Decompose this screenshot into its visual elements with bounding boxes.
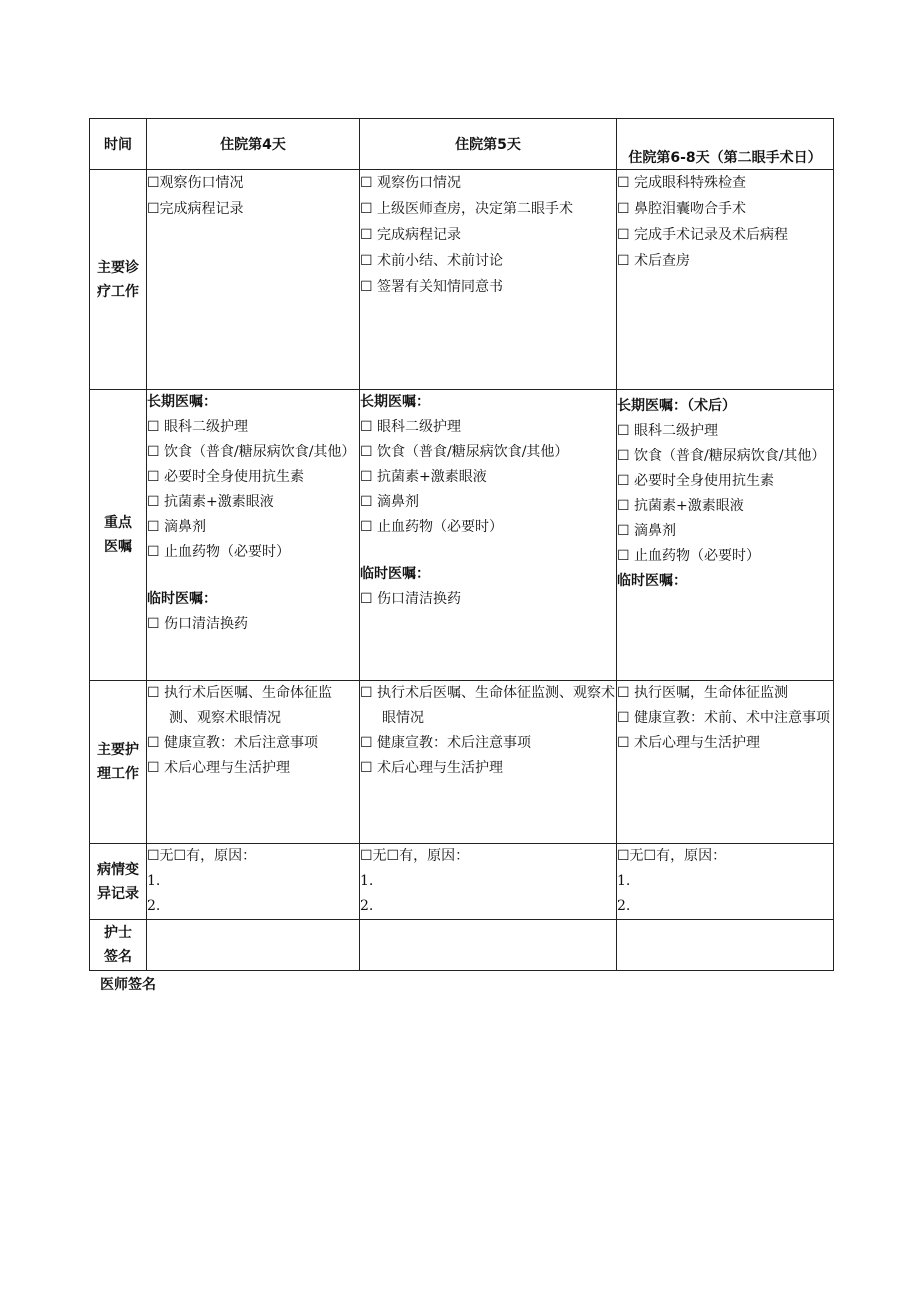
nurse-sign-day6-8[interactable] — [617, 920, 834, 971]
nursing-row-label: 主要护理工作 — [90, 681, 147, 844]
variance-day5 — [360, 844, 617, 920]
orders-day6-8 — [617, 390, 834, 681]
day5-header: 住院第5天 — [360, 119, 617, 170]
checklist-item[interactable]: ☐ 止血药物（必要时） — [360, 519, 504, 535]
checklist-item[interactable]: ☐ 术后查房 — [617, 253, 691, 269]
checklist-item[interactable]: ☐ 止血药物（必要时） — [147, 544, 291, 560]
nursing-day5 — [360, 681, 617, 844]
checklist-item[interactable]: ☐ 观察伤口情况 — [360, 175, 462, 191]
checklist-item[interactable]: ☐ 签署有关知情同意书 — [360, 279, 504, 295]
nurse-sign-day5[interactable] — [360, 920, 617, 971]
checklist-item[interactable]: ☐ 健康宣教：术后注意事项 — [360, 735, 532, 751]
checklist-item[interactable]: ☐ 滴鼻剂 — [617, 523, 677, 539]
doctor-sign-label: 医师签名 — [100, 977, 156, 993]
long-term-orders-label: 长期医嘱： — [147, 394, 217, 410]
checklist-item[interactable]: ☐ 抗菌素+激素眼液 — [147, 494, 274, 510]
orders-row — [90, 390, 834, 681]
variance-line-2[interactable]: 2. — [360, 898, 374, 914]
day4-header: 住院第4天 — [147, 119, 360, 170]
variance-line-1[interactable]: 1. — [617, 873, 631, 889]
checklist-item[interactable]: ☐ 伤口清洁换药 — [360, 591, 462, 607]
checklist-item[interactable]: ☐ 饮食（普食/糖尿病饮食/其他） — [617, 448, 826, 464]
checklist-item[interactable]: ☐ 执行医嘱，生命体征监测 — [617, 685, 789, 701]
long-term-orders-label: 长期医嘱： — [360, 394, 430, 410]
diagnosis-row-label: 主要诊疗工作 — [90, 170, 147, 390]
checklist-item[interactable]: ☐ 滴鼻剂 — [147, 519, 207, 535]
variance-status[interactable]: ☐无☐有，原因： — [147, 848, 257, 864]
checklist-item[interactable]: ☐ 健康宣教：术前、术中注意事项 — [617, 710, 831, 726]
checklist-item[interactable]: ☐ 术后心理与生活护理 — [617, 735, 761, 751]
variance-day4 — [147, 844, 360, 920]
variance-line-2[interactable]: 2. — [617, 898, 631, 914]
variance-line-1[interactable]: 1. — [360, 873, 374, 889]
variance-status[interactable]: ☐无☐有，原因： — [617, 848, 727, 864]
nurse-sign-row — [90, 920, 834, 971]
checklist-item[interactable]: ☐ 执行术后医嘱、生命体征监测、观察术眼情况 — [360, 685, 615, 726]
variance-day6-8 — [617, 844, 834, 920]
checklist-item[interactable]: ☐ 饮食（普食/糖尿病饮食/其他） — [360, 444, 569, 460]
checklist-item[interactable]: ☐ 眼科二级护理 — [147, 419, 249, 435]
variance-row-label: 病情变异记录 — [90, 844, 147, 920]
variance-status[interactable]: ☐无☐有，原因： — [360, 848, 470, 864]
nurse-sign-label: 护士签名 — [90, 920, 147, 971]
orders-row-label: 重点医嘱 — [90, 390, 147, 681]
checklist-item[interactable]: ☐ 抗菌素+激素眼液 — [360, 469, 487, 485]
nursing-row — [90, 681, 834, 844]
orders-day5 — [360, 390, 617, 681]
checklist-item[interactable]: ☐ 执行术后医嘱、生命体征监测、观察术眼情况 — [147, 685, 333, 726]
diagnosis-day6-8 — [617, 170, 834, 390]
nurse-sign-day4[interactable] — [147, 920, 360, 971]
checklist-item[interactable]: ☐完成病程记录 — [147, 201, 244, 217]
variance-line-2[interactable]: 2. — [147, 898, 161, 914]
checklist-item[interactable]: ☐ 上级医师查房，决定第二眼手术 — [360, 201, 574, 217]
diagnosis-day4 — [147, 170, 360, 390]
temporary-orders-label: 临时医嘱： — [360, 566, 430, 582]
nursing-day6-8 — [617, 681, 834, 844]
checklist-item[interactable]: ☐ 鼻腔泪囊吻合手术 — [617, 201, 747, 217]
checklist-item[interactable]: ☐ 术后心理与生活护理 — [147, 760, 291, 776]
checklist-item[interactable]: ☐ 伤口清洁换药 — [147, 616, 249, 632]
temporary-orders-label: 临时医嘱： — [147, 591, 217, 607]
checklist-item[interactable]: ☐ 止血药物（必要时） — [617, 548, 761, 564]
nursing-day4 — [147, 681, 360, 844]
checklist-item[interactable]: ☐观察伤口情况 — [147, 175, 244, 191]
checklist-item[interactable]: ☐ 眼科二级护理 — [360, 419, 462, 435]
header-row — [90, 119, 834, 170]
checklist-item[interactable]: ☐ 健康宣教：术后注意事项 — [147, 735, 319, 751]
checklist-item[interactable]: ☐ 抗菌素+激素眼液 — [617, 498, 744, 514]
long-term-orders-label: 长期医嘱：（术后） — [617, 398, 736, 414]
checklist-item[interactable]: ☐ 术前小结、术前讨论 — [360, 253, 504, 269]
variance-line-1[interactable]: 1. — [147, 873, 161, 889]
temporary-orders-label: 临时医嘱： — [617, 573, 687, 589]
checklist-item[interactable]: ☐ 必要时全身使用抗生素 — [617, 473, 775, 489]
time-header: 时间 — [90, 119, 147, 170]
variance-row — [90, 844, 834, 920]
checklist-item[interactable]: ☐ 术后心理与生活护理 — [360, 760, 504, 776]
day6-8-header: 住院第6-8天（第二眼手术日） — [617, 119, 834, 170]
checklist-item[interactable]: ☐ 饮食（普食/糖尿病饮食/其他） — [147, 444, 356, 460]
clinical-pathway-table — [89, 118, 834, 971]
orders-day4 — [147, 390, 360, 681]
checklist-item[interactable]: ☐ 眼科二级护理 — [617, 423, 719, 439]
checklist-item[interactable]: ☐ 完成病程记录 — [360, 227, 462, 243]
checklist-item[interactable]: ☐ 完成手术记录及术后病程 — [617, 227, 789, 243]
diagnosis-row — [90, 170, 834, 390]
checklist-item[interactable]: ☐ 完成眼科特殊检查 — [617, 175, 747, 191]
checklist-item[interactable]: ☐ 必要时全身使用抗生素 — [147, 469, 305, 485]
checklist-item[interactable]: ☐ 滴鼻剂 — [360, 494, 420, 510]
diagnosis-day5 — [360, 170, 617, 390]
